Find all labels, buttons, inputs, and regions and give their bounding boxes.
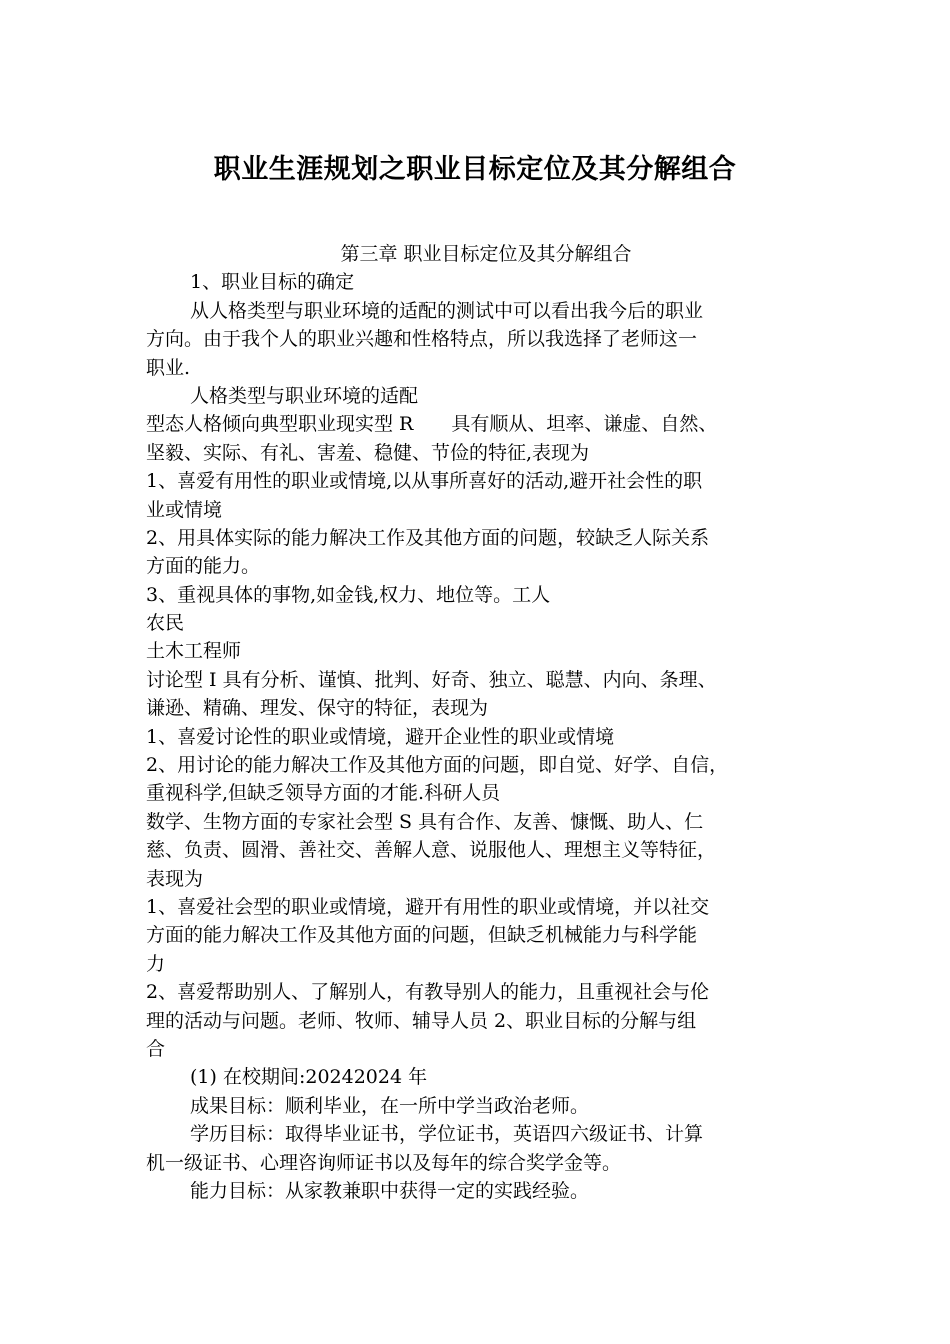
paragraph-line: 慈、负责、圆滑、善社交、善解人意、说服他人、理想主义等特征，: [146, 839, 717, 862]
document-body: [146, 240, 826, 1205]
chapter-heading: 第三章 职业目标定位及其分解组合: [340, 243, 632, 265]
paragraph-line: 1、喜爱有用性的职业或情境,以从事所喜好的活动,避开社会性的职: [146, 470, 703, 493]
paragraph-line: 能力目标：从家教兼职中获得一定的实践经验。: [190, 1179, 590, 1202]
paragraph-line: 讨论型 I 具有分析、谨慎、批判、好奇、独立、聪慧、内向、条理、: [146, 668, 717, 691]
paragraph-line: 数学、生物方面的专家社会型 S 具有合作、友善、慷慨、助人、仁: [146, 810, 704, 833]
paragraph-line: 表现为: [146, 867, 204, 890]
paragraph-line: 农民: [146, 612, 185, 635]
paragraph-line: 1、喜爱讨论性的职业或情境，避开企业性的职业或情境: [146, 725, 615, 748]
paragraph-line: 力: [146, 952, 166, 975]
paragraph-line: 人格类型与职业环境的适配: [190, 384, 419, 407]
paragraph-line: (1) 在校期间:20242024 年: [190, 1066, 428, 1089]
paragraph-line: 学历目标：取得毕业证书，学位证书，英语四六级证书、计算: [190, 1123, 704, 1146]
paragraph-line: 坚毅、实际、有礼、害羞、稳健、节俭的特征,表现为: [146, 441, 590, 464]
paragraph-line: 2、用具体实际的能力解决工作及其他方面的问题，较缺乏人际关系: [146, 526, 710, 549]
paragraph-line: 2、用讨论的能力解决工作及其他方面的问题，即自觉、好学、自信，: [146, 754, 729, 777]
paragraph-line: 重视科学,但缺乏领导方面的才能.科研人员: [146, 782, 501, 805]
paragraph-line: 机一级证书、心理咨询师证书以及每年的综合奖学金等。: [146, 1151, 622, 1174]
paragraph-line: 成果目标：顺利毕业，在一所中学当政治老师。: [190, 1094, 590, 1117]
paragraph-line: 谦逊、精确、理发、保守的特征，表现为: [146, 697, 489, 720]
paragraph-line: 从人格类型与职业环境的适配的测试中可以看出我今后的职业: [190, 299, 704, 322]
section-heading: 1、职业目标的确定: [190, 271, 355, 294]
paragraph-line: 业或情境: [146, 498, 223, 521]
paragraph-line: 方向。由于我个人的职业兴趣和性格特点，所以我选择了老师这一: [146, 328, 698, 351]
document-title: 职业生涯规划之职业目标定位及其分解组合: [213, 154, 737, 185]
paragraph-line: 职业.: [146, 356, 191, 379]
paragraph-line: 方面的能力。: [146, 555, 261, 578]
paragraph-line: 1、喜爱社会型的职业或情境，避开有用性的职业或情境，并以社交: [146, 895, 710, 918]
paragraph-line: 理的活动与问题。老师、牧师、辅导人员 2、职业目标的分解与组: [146, 1009, 697, 1032]
paragraph-line: 2、喜爱帮助别人、了解别人，有教导别人的能力，且重视社会与伦: [146, 981, 710, 1004]
paragraph-line: 土木工程师: [146, 640, 242, 663]
paragraph-line: 型态人格倾向典型职业现实型 R 具有顺从、坦率、谦虚、自然、: [146, 413, 718, 436]
paragraph-line: 3、重视具体的事物,如金钱,权力、地位等。工人: [146, 583, 551, 606]
paragraph-line: 方面的能力解决工作及其他方面的问题，但缺乏机械能力与科学能: [146, 924, 698, 947]
paragraph-line: 合: [146, 1037, 166, 1060]
